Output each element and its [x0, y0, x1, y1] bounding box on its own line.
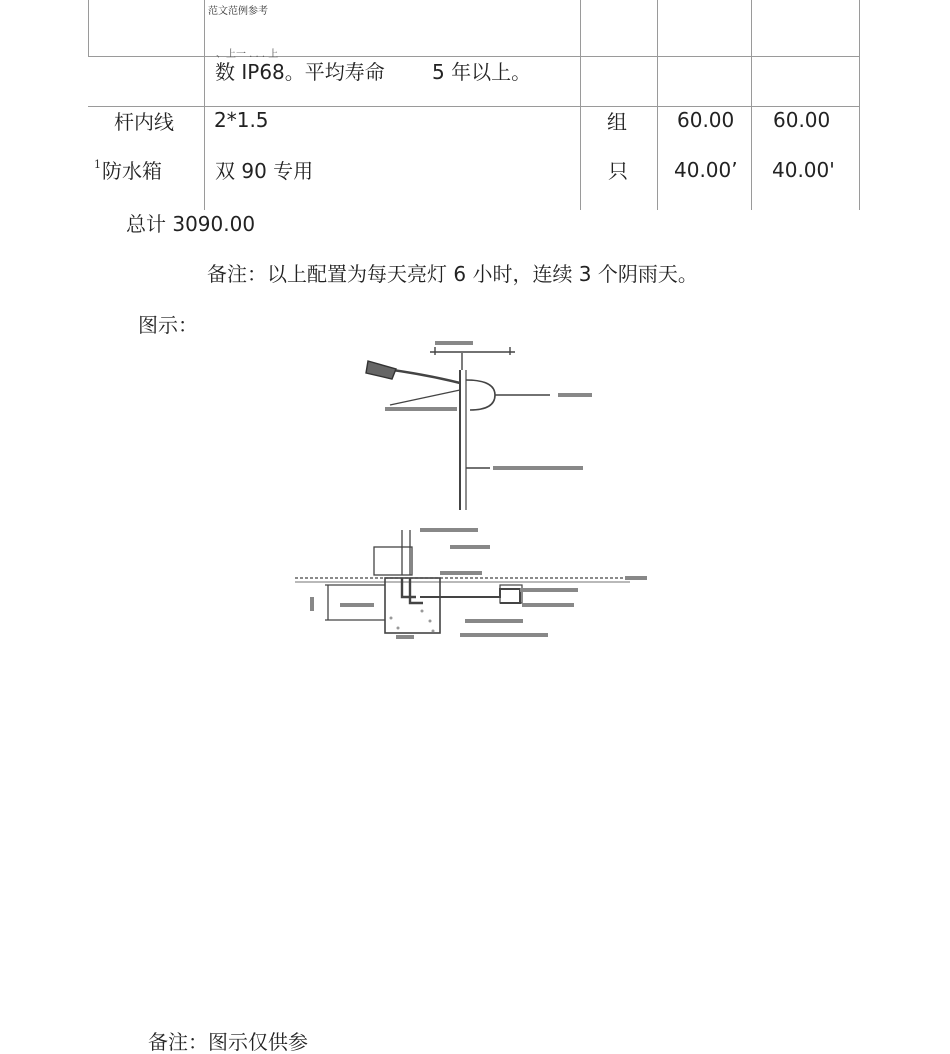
lamp-bracket [466, 380, 495, 410]
table-row-divider [88, 56, 860, 57]
row2-price: 60.00 [677, 108, 735, 132]
table-row-divider [88, 106, 860, 107]
row3-unit: 只 [608, 159, 628, 183]
row2-spec: 2*1.5 [214, 108, 269, 132]
config-table [0, 0, 950, 210]
table-divider-spec [580, 0, 581, 210]
row2-unit: 组 [607, 110, 627, 134]
row2-total: 60.00 [773, 108, 831, 132]
controller-box [374, 547, 412, 575]
row3-price: 40.00’ [674, 158, 738, 182]
row3-marker: 1 [94, 158, 101, 171]
row1-desc-tail: 5 年以上。 [432, 60, 532, 84]
footer-note: 备注：图示仅供参 [148, 1030, 308, 1054]
row3-total: 40.00' [772, 158, 835, 182]
fragment-text: 、上一 . . . 上 [216, 49, 279, 60]
table-divider-name [204, 0, 205, 210]
remark-text: 备注：以上配置为每天亮灯 6 小时，连续 3 个阴雨天。 [207, 262, 698, 286]
battery-box [500, 585, 522, 603]
figure-label: 图示： [138, 313, 198, 337]
table-divider-price [751, 0, 752, 210]
table-border-right [859, 0, 860, 210]
row3-spec: 双 90 专用 [215, 159, 314, 183]
total-text: 总计 3090.00 [126, 212, 256, 236]
row3-name: 防水箱 [102, 159, 162, 183]
header-note: 范文范例参考 [208, 6, 268, 17]
table-divider-unit [657, 0, 658, 210]
table-border-left [88, 0, 89, 56]
street-lamp-diagram [290, 335, 660, 655]
annotation-mark [435, 341, 473, 345]
row1-desc: 数 IP68。平均寿命 [215, 60, 385, 84]
row2-name: 杆内线 [114, 110, 174, 134]
foundation-pit [385, 578, 440, 633]
